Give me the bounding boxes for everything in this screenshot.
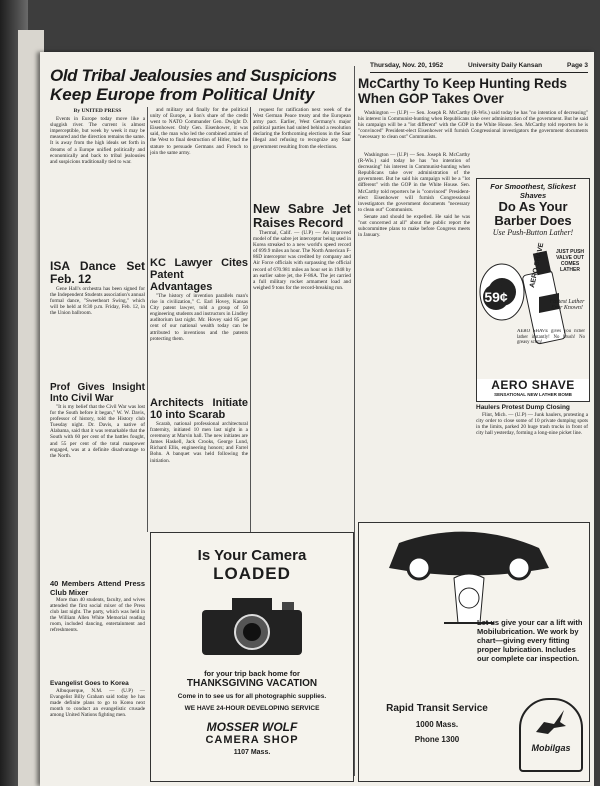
camera-shop-address: 1107 Mass. [233, 749, 271, 756]
lead-byline: By UNITED PRESS [73, 108, 122, 114]
mccarthy-col2-text: Senate and should be expelled. He said he was "not concerned at all" about the public report the subcommittee plans to make before Congress meets in January. [358, 213, 470, 239]
mobil-service-name: Rapid Transit Service [386, 703, 488, 714]
korea-headline: Evangelist Goes to Korea [50, 680, 129, 687]
pegasus-icon [531, 704, 571, 738]
mobil-line1: Let us give your car a lift with [477, 618, 583, 627]
header-page: Page 3 [567, 62, 588, 69]
aero-footer-brand: AERO SHAVE [491, 378, 575, 392]
haulers-headline: Haulers Protest Dump Closing [476, 404, 570, 411]
aero-title2: Barber Does [494, 213, 572, 228]
prof-article [50, 382, 145, 572]
haulers-body: Flint, Mich. — (U.P) — Junk haulers, protesting a city order to close some of 10 private dumping spots in the limits, parked 20 huge trash trucks in front of city hall yesterday, forming a long-nine picket line. [476, 412, 588, 437]
kc-lawyer-headline: KC Lawyer Cites Patent Advantages [150, 257, 248, 293]
prof-body: "It is my belief that the Civil War was lost for the South before it began," W. W. Davis, professor of history, told the History club Tuesday night. Dr. Davis, a native of Alabama, said that it was remarkable that the South with 60 per cent of the battles fought, and 55 per cent of the total manpower engaged, was at a definite disadvantage to the North. [50, 404, 145, 459]
mobil-line3: chart—giving every fitting [477, 636, 570, 645]
camera-ad-line2: LOADED [213, 564, 291, 583]
isa-article [50, 260, 145, 375]
sabre-jet-article [253, 202, 351, 527]
aero-can-brand: AERO SHAVE [529, 242, 546, 289]
korea-article [50, 680, 145, 780]
column-rule [147, 107, 148, 532]
aero-title1: Do As Your [498, 199, 568, 214]
mobilgas-ad [358, 522, 590, 782]
camera-ad-line4: THANKSGIVING VACATION [186, 678, 318, 689]
header-paper: University Daily Kansan [468, 62, 543, 69]
architects-headline: Architects Initiate 10 into Scarab [150, 397, 248, 421]
mobil-address: 1000 Mass. [415, 720, 459, 729]
camera-shop-ad [150, 532, 354, 782]
lead-headline-line2: Keep Europe from Political Unity [50, 85, 315, 104]
aero-fastest: Fastest Lather Ever Known! [549, 299, 585, 311]
lead-col3-text: request for ratification next week of the West German Peace treaty and the European army pact. Earlier, West Germany's major political parties had united behind a resolution declaring the forthcoming elections in the Saar illegal and refusing to recognize any Saar government resulting from the elections. [253, 107, 351, 150]
aero-just-push: JUST PUSH VALVE OUT COMES LATHER [555, 249, 585, 273]
aero-footer [477, 379, 589, 401]
lead-col2-text: and military and finally for the political unity of Europe, a lion's share of the credit went to NATO Commander Gen. Dwight D. Eisenhower. Only Gen. Eisenhower, it was said, the man who led the combined armies of the West to final destruction of Hitler, had the stature to persuade Germans and French to join the same army. [150, 107, 248, 156]
newspaper-page [40, 52, 594, 786]
prof-headline: Prof Gives Insight Into Civil War [50, 382, 145, 404]
mobil-line4: proper lubrication. Includes [477, 645, 576, 654]
aero-price: 59¢ [483, 284, 509, 310]
mobil-phone: Phone 1300 [414, 735, 460, 744]
sabre-body: Thermal, Calif. — (U.P) — An improved model of the sabre jet interceptor being used in Korea streaked to a new world's speed record of 699.9 miles an hour. The North American F-86D interceptor was credited by company and Air Force officials with surpassing the official record of 670.981 miles an hour set in 1948 by an earlier sabre jet, the F-86A. The jet carried a full military rocket armament load and weighed 9 tons for the record-breaking run. [253, 230, 351, 291]
aero-shave-ad [476, 178, 590, 402]
header-date: Thursday, Nov. 20, 1952 [370, 62, 444, 69]
mobilgas-logo [519, 698, 583, 772]
lead-headline [50, 66, 350, 104]
mobil-service-info [367, 703, 507, 744]
column-rule [250, 107, 251, 532]
mobil-line5: our complete car inspection. [477, 654, 580, 663]
kc-lawyer-body: "The history of invention parallels man's rise in civilization," C. Earl Hovey, Kansas City patent lawyer, told a group of 50 engineering students and instructors in Lindley auditorium last night. Mr. Hovey said 85 per cent of our national wealth today can be attributed to inventions and the patents protecting them. [150, 293, 248, 342]
aero-tagline: For Smoothest, Slickest Shaves [490, 182, 576, 200]
car-lift-illustration [359, 523, 585, 633]
press-club-article [50, 580, 145, 675]
press-club-body: More than 40 students, faculty, and wives attended the first social mixer of the Press club last night. The party, which was held in the William Allen White Memorial reading room, included dancing, entertainment and refreshments. [50, 597, 145, 634]
camera-ad-line6: WE HAVE 24-HOUR DEVELOPING SERVICE [184, 705, 320, 712]
camera-ad-line5: Come in to see us for all photographic supplies. [177, 693, 327, 700]
isa-headline: ISA Dance Set Feb. 12 [50, 260, 145, 286]
isa-body: Gene Hall's orchestra has been signed for the Independent Students association's annual formal dance, "Sweetheart Swing," which will be held at 8:30 p.m. Friday, Feb. 12, in the Union ballroom. [50, 286, 145, 317]
lead-column-3 [253, 107, 351, 202]
mccarthy-col-text: Washington — (U.P) — Sen. Joseph R. McCarthy (R-Wis.) said today he has "no intention of decreasing" his interest in Communist-hunting when Republicans take over administration of the government. But he said his campaign will be a "lot different" with the GOP in the White House. Sen. McCarthy told reporters he is "convinced" President-elect Eisenhower will furnish Congressional investigators the government documents "necessary to clean out" Communists. [358, 152, 470, 213]
architects-article [150, 397, 248, 527]
mccarthy-lede [358, 110, 588, 150]
aero-product-text: AERO SHAVE gives you richer lather instantly! No brush! No greasy scum! [517, 329, 585, 345]
mobilgas-brand: Mobilgas [531, 743, 571, 753]
camera-ad-line3: for your trip back home for [204, 669, 300, 678]
architects-body: Scarab, national professional architectural fraternity, initiated 10 men last night in a ceremony at Marvin hall. The new initiates are James Haskell, Jack Crooks, George Lund, Richard Ellis, engineering honors; and Farrel Bohn. A banquet was held following the initiation. [150, 421, 248, 464]
press-club-headline: 40 Members Attend Press Club Mixer [50, 580, 145, 597]
mccarthy-headline: McCarthy To Keep Hunting Reds When GOP Takes Over [358, 76, 568, 106]
mobil-line2: Mobilubrication. We work by [477, 627, 579, 636]
korea-body: Albuquerque, N.M. — (U.P) — Evangelist Billy Graham said today he has made definite plans to go to Korea next month to conduct an evangelistic crusade among United Nations fighting men. [50, 688, 145, 719]
mccarthy-lede-text: Washington — (U.P) — Sen. Joseph R. McCarthy (R-Wis.) said today he has "no intention of decreasing" his interest in Communist-hunting when Republicans take over administration of the government. But he said his campaign will be a "lot different" with the GOP in the White House. Sen. McCarthy told reporters he is "convinced" President-elect Eisenhower will furnish Congressional investigators the government documents "necessary to clean out" Communists. [358, 110, 588, 141]
lead-col1-text: Events in Europe today move like a sluggish river. The current is almost imperceptible, but week by week it may be measured and the direction remains the same. It is away from the high ideals set forth in dreams of a Europe unified politically and economically and back to tribal jealousies and suspicions traditionally tied to war. [50, 116, 145, 165]
aero-sub: Use Push-Button Lather! [492, 228, 574, 237]
camera-shop-name2: CAMERA SHOP [205, 734, 299, 746]
kc-lawyer-article [150, 257, 248, 392]
haulers-article [476, 404, 588, 514]
column-rule [354, 66, 355, 776]
mobil-copy [477, 618, 587, 663]
camera-shop-name1: MOSSER WOLF [206, 720, 298, 734]
camera-ad-line1: Is Your Camera [197, 547, 307, 564]
page-header [370, 62, 588, 73]
lead-column-2 [150, 107, 248, 255]
mccarthy-column [358, 152, 470, 517]
sabre-headline: New Sabre Jet Raises Record [253, 202, 351, 230]
aero-footer-tag: SENSATIONAL NEW LATHER BOMB [494, 392, 572, 397]
lead-headline-line1: Old Tribal Jealousies and Suspicions [50, 66, 337, 85]
lead-column-1 [50, 107, 145, 255]
camera-icon [192, 590, 312, 660]
